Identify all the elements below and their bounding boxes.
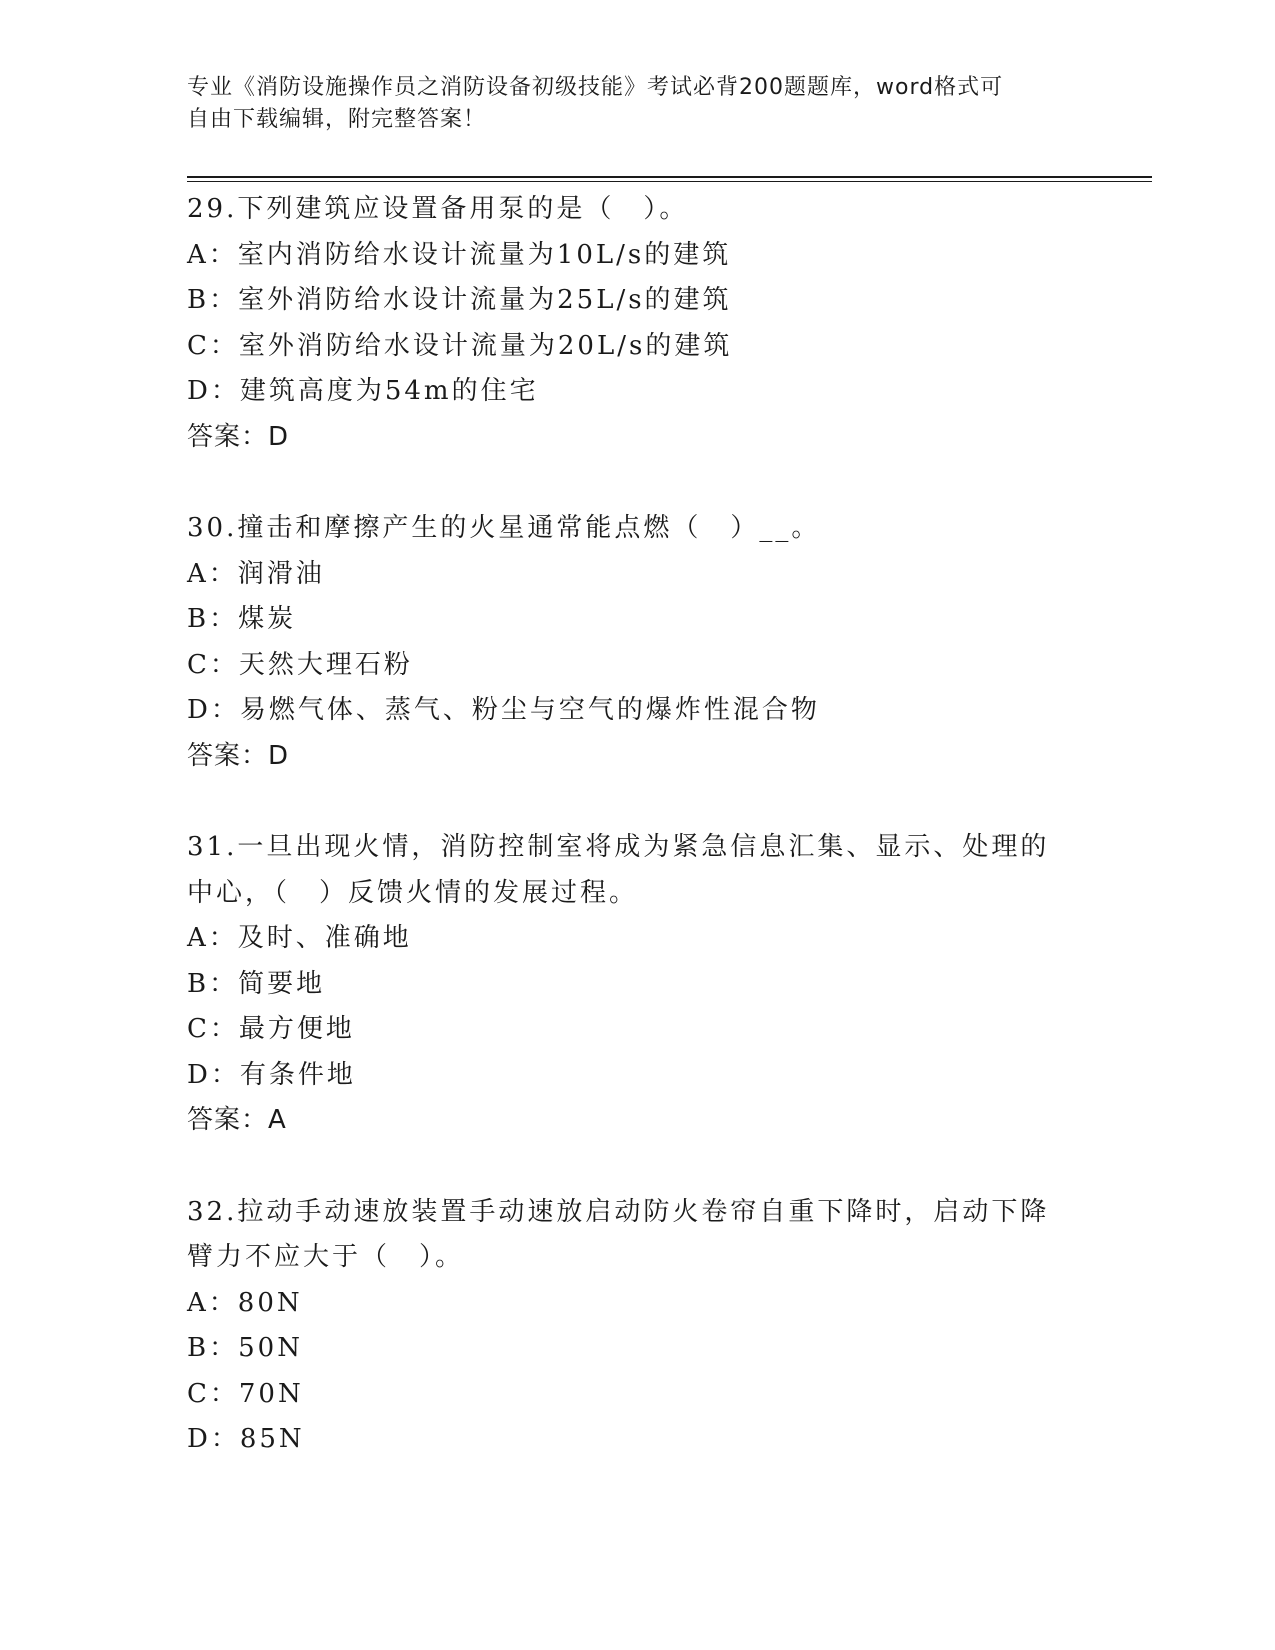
question-text: 32.拉动手动速放装置手动速放启动防火卷帘自重下降时，启动下降臂力不应大于（ ）。 xyxy=(187,1196,1050,1272)
option-a: A：及时、准确地 xyxy=(187,923,412,953)
question-text: 30.撞击和摩擦产生的火星通常能点燃（ ）__。 xyxy=(187,513,821,543)
header-title-line-2: 自由下载编辑，附完整答案！ xyxy=(187,107,487,132)
option-d: D：85N xyxy=(187,1424,305,1454)
option-a: A：润滑油 xyxy=(187,558,325,589)
option-d: D：建筑高度为54m的住宅 xyxy=(187,376,539,406)
question-30 xyxy=(187,506,1067,779)
question-text: 31.一旦出现火情，消防控制室将成为紧急信息汇集、显示、处理的中心，（ ）反馈火情的发展过程。 xyxy=(187,832,1050,908)
option-d: D：易燃气体、蒸气、粉尘与空气的爆炸性混合物 xyxy=(187,695,820,725)
answer-text: 答案：A xyxy=(187,1105,287,1135)
header-divider-thin xyxy=(187,181,1152,182)
option-b: B：室外消防给水设计流量为25L/s的建筑 xyxy=(187,285,732,315)
option-c: C：天然大理石粉 xyxy=(187,649,413,680)
answer-text: 答案：D xyxy=(187,421,290,452)
option-b: B：煤炭 xyxy=(187,604,297,634)
option-a: A：室内消防给水设计流量为10L/s的建筑 xyxy=(187,239,732,270)
option-a: A：80N xyxy=(187,1287,303,1318)
question-list xyxy=(187,187,1067,1509)
question-31 xyxy=(187,825,1067,1144)
header-divider-thick xyxy=(187,176,1152,178)
header-title-line-1: 专业《消防设施操作员之消防设备初级技能》考试必背200题题库，word格式可 xyxy=(187,75,1004,100)
option-c: C：70N xyxy=(187,1378,304,1409)
question-32 xyxy=(187,1190,1067,1463)
document-header xyxy=(187,72,1067,136)
question-text: 29.下列建筑应设置备用泵的是（ ）。 xyxy=(187,194,689,224)
option-b: B：简要地 xyxy=(187,968,326,999)
option-d: D：有条件地 xyxy=(187,1059,356,1090)
option-c: C：室外消防给水设计流量为20L/s的建筑 xyxy=(187,330,733,361)
option-c: C：最方便地 xyxy=(187,1014,355,1044)
answer-text: 答案：D xyxy=(187,740,290,771)
question-29 xyxy=(187,187,1067,460)
option-b: B：50N xyxy=(187,1333,303,1363)
